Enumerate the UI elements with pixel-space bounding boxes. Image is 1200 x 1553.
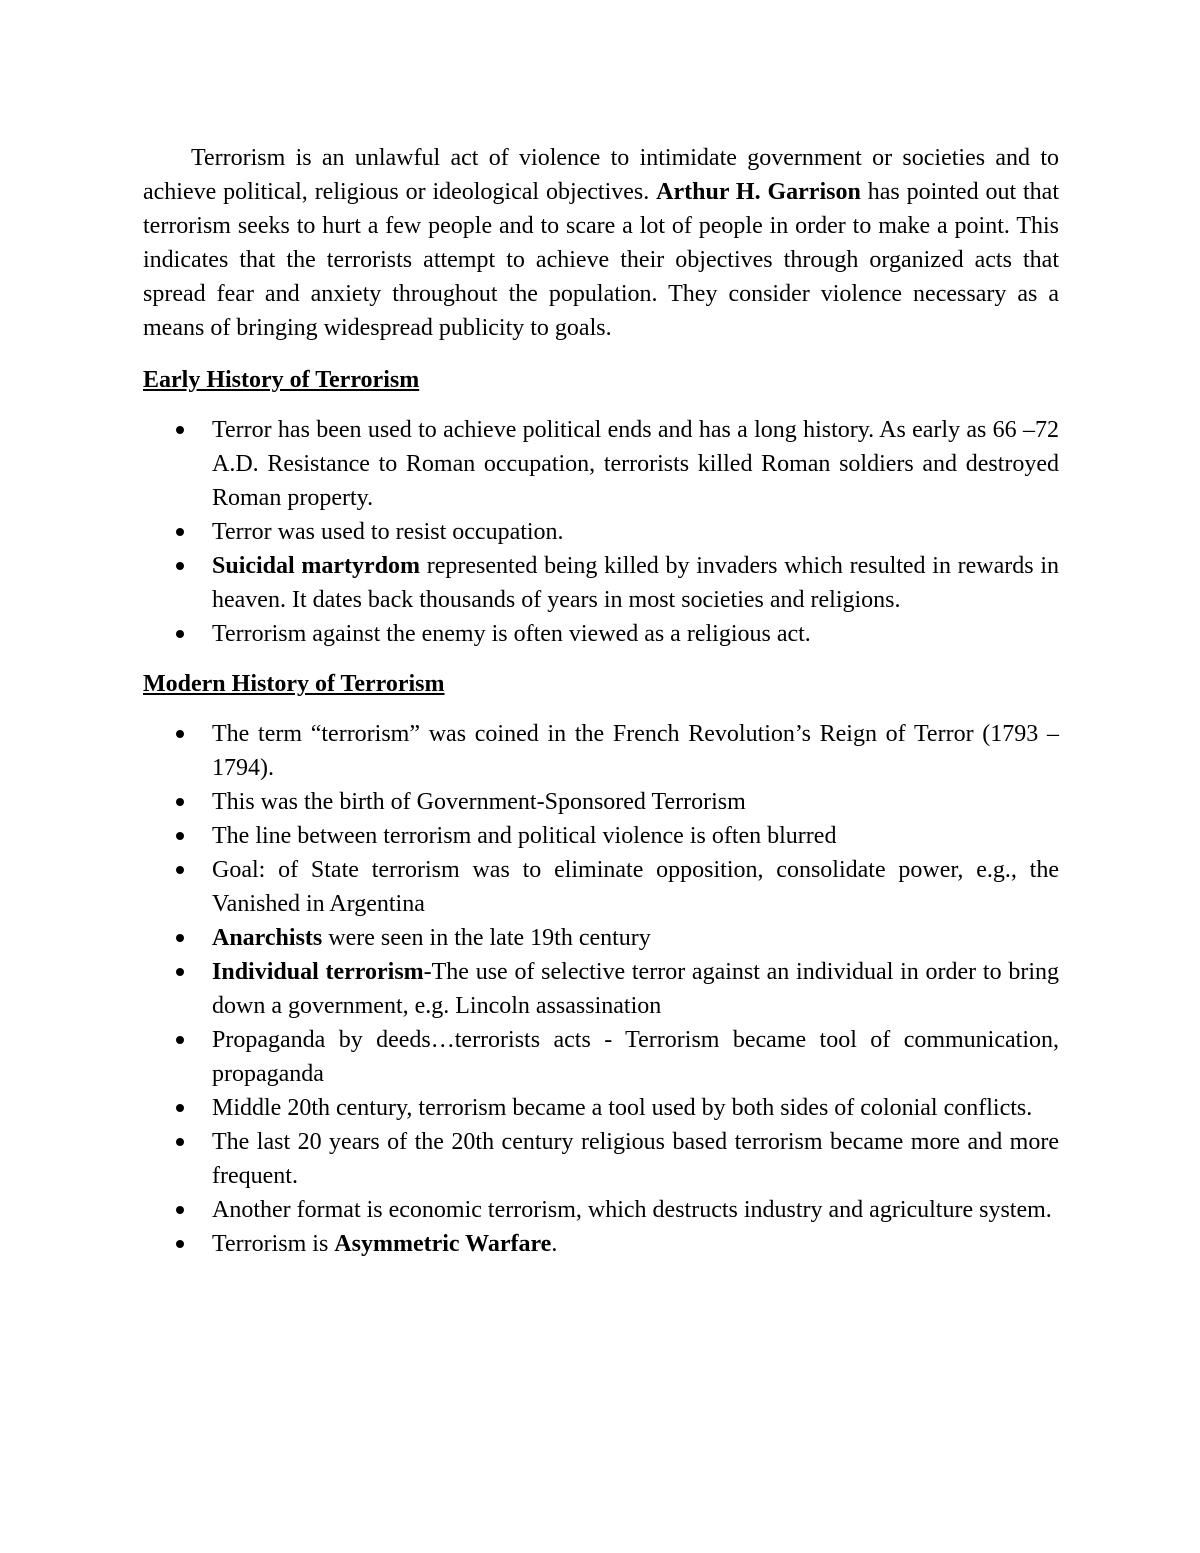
list-item-text: represented being killed by invaders which resulted in rewards in heaven. It dates back thousands of years in most societies and religions. bbox=[212, 553, 1059, 613]
intro-text-part2: has pointed out that terrorism seeks to hurt a few people and to scare a lot of people in order to make a point. This indicates that the terrorists attempt to achieve their objectives through organized acts that spread fear and anxiety throughout the population. They consider violence necessary as a means of bringing widespread publicity to goals. bbox=[143, 179, 1060, 341]
list-item-text: Terrorism against the enemy is often viewed as a religious act. bbox=[212, 621, 811, 647]
list-item-text: . bbox=[551, 1231, 558, 1257]
list-item bbox=[143, 1193, 1059, 1227]
list-item bbox=[143, 1227, 1059, 1261]
early-history-heading: Early History of Terrorism bbox=[143, 367, 420, 393]
intro-paragraph bbox=[143, 141, 1059, 345]
list-item-text: Propaganda by deeds…terrorists acts - Terrorism became tool of communication, propaganda bbox=[212, 1027, 1059, 1087]
intro-text-part1: Terrorism is an unlawful act of violence to intimidate government or societies and to achieve political, religious or ideological objectives. bbox=[143, 145, 1059, 205]
list-item-text: Goal: of State terrorism was to eliminate opposition, consolidate power, e.g., the Vanished in Argentina bbox=[212, 857, 1059, 917]
list-item bbox=[143, 1091, 1059, 1125]
list-item bbox=[143, 717, 1059, 785]
list-item bbox=[143, 617, 1059, 651]
list-item-text: Middle 20th century, terrorism became a tool used by both sides of colonial conflicts. bbox=[212, 1095, 1033, 1121]
list-item-text: The last 20 years of the 20th century religious based terrorism became more and more frequent. bbox=[212, 1129, 1059, 1189]
early-history-list bbox=[143, 413, 1059, 651]
list-item-text: -The use of selective terror against an individual in order to bring down a government, e.g. Lincoln assassination bbox=[212, 959, 1059, 1019]
list-item-bold-term: Anarchists bbox=[212, 925, 323, 951]
list-item-text: Terror has been used to achieve political ends and has a long history. As early as 66 –72 A.D. Resistance to Roman occupation, terrorists killed Roman soldiers and destroyed Roman property. bbox=[212, 417, 1059, 511]
list-item bbox=[143, 853, 1059, 921]
list-item-bold-term: Asymmetric Warfare bbox=[334, 1231, 552, 1257]
list-item-bold-term: Suicidal martyrdom bbox=[212, 553, 421, 579]
list-item bbox=[143, 819, 1059, 853]
intro-author-name: Arthur H. Garrison bbox=[656, 179, 861, 205]
list-item bbox=[143, 413, 1059, 515]
list-item-text: were seen in the late 19th century bbox=[322, 925, 651, 951]
list-item bbox=[143, 1125, 1059, 1193]
list-item-text: Terror was used to resist occupation. bbox=[212, 519, 564, 545]
list-item bbox=[143, 785, 1059, 819]
list-item-bold-term: Individual terrorism bbox=[212, 959, 424, 985]
list-item bbox=[143, 549, 1059, 617]
modern-history-heading: Modern History of Terrorism bbox=[143, 671, 445, 697]
list-item bbox=[143, 921, 1059, 955]
list-item bbox=[143, 955, 1059, 1023]
document-page bbox=[143, 141, 1059, 1261]
list-item-text: Terrorism is bbox=[212, 1231, 335, 1257]
list-item-text: Another format is economic terrorism, which destructs industry and agriculture system. bbox=[212, 1197, 1052, 1223]
modern-history-list bbox=[143, 717, 1059, 1261]
list-item bbox=[143, 1023, 1059, 1091]
list-item-text: The term “terrorism” was coined in the French Revolution’s Reign of Terror (1793 – 1794). bbox=[212, 721, 1059, 781]
list-item-text: The line between terrorism and political violence is often blurred bbox=[212, 823, 837, 849]
list-item bbox=[143, 515, 1059, 549]
list-item-text: This was the birth of Government-Sponsored Terrorism bbox=[212, 789, 746, 815]
